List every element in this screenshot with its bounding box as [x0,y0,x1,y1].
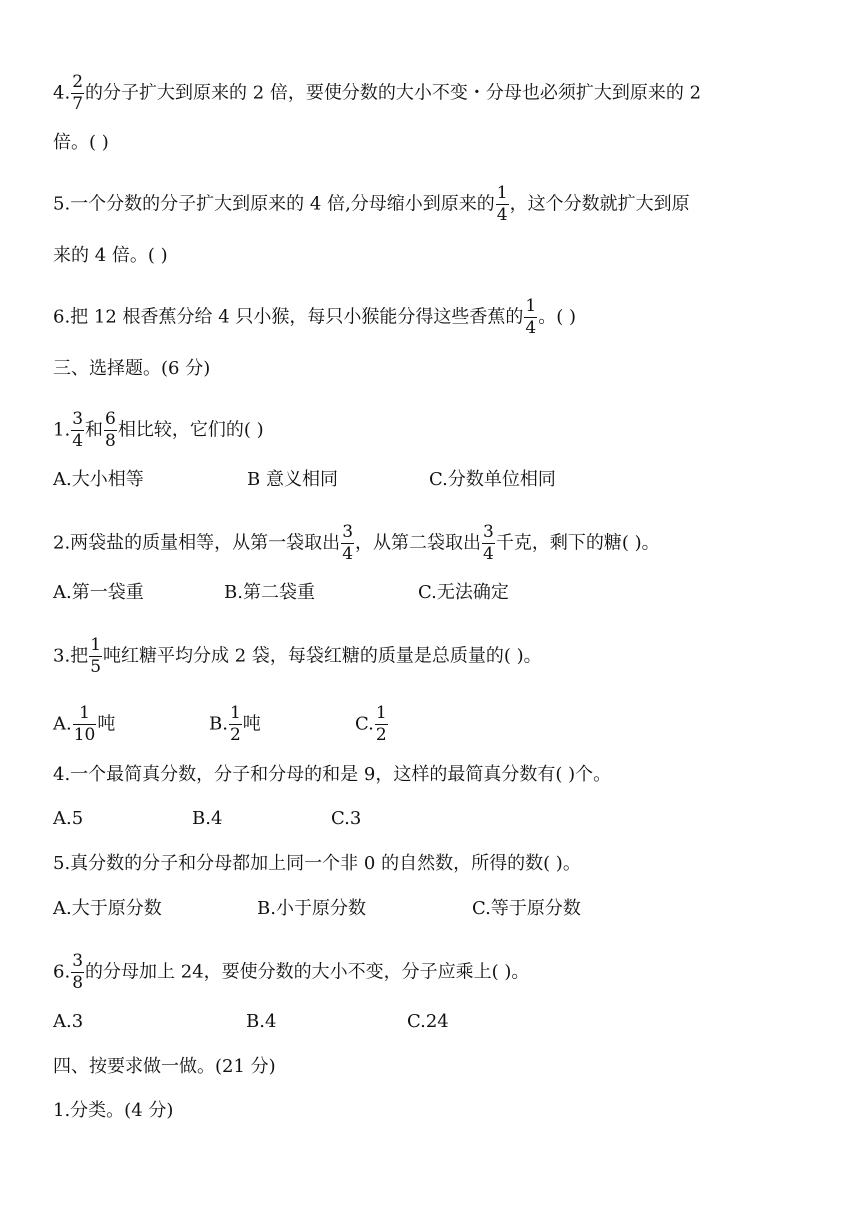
fraction: $\frac{1}{4}$ [496,183,508,225]
option-a[interactable]: A.3 [53,1011,84,1032]
judge-item-4: 4. $\frac{2}{7}$ 的分子扩大到原来的 2 倍，要使分数的大小不变・分母也必须扩大到原来的 2 [53,72,702,114]
judge-item-6: 6.把 12 根香蕉分给 4 只小猴，每只小猴能分得这些香蕉的 $\frac{1}{4}$ 。( ) [53,296,577,338]
choice-question-2: 2.两袋盐的质量相等，从第一袋取出 $\frac{3}{4}$ ，从第二袋取出 $\frac{3}{4}$ 千克，剩下的糖( )。 [53,522,660,564]
fraction: $\frac{1}{10}$ [73,703,96,745]
option-a[interactable]: A. $\frac{1}{10}$ 吨 [53,703,116,745]
section-3-heading: 三、选择题。(6 分) [53,358,211,379]
section-4-question-1: 1.分类。(4 分) [53,1100,174,1121]
choice-question-3: 3.把 $\frac{1}{5}$ 吨红糖平均分成 2 袋，每袋红糖的质量是总质量的( )。 [53,635,542,677]
option-b[interactable]: B. $\frac{1}{2}$ 吨 [209,703,261,745]
judge-item-5: 5.一个分数的分子扩大到原来的 4 倍,分母缩小到原来的 $\frac{1}{4}$ ，这个分数就扩大到原 [53,183,690,225]
section-4-heading: 四、按要求做一做。(21 分) [53,1056,276,1077]
option-c[interactable]: C. $\frac{1}{2}$ [355,703,387,745]
option-c[interactable]: C.分数单位相同 [429,469,556,490]
fraction: $\frac{2}{7}$ [72,72,84,114]
judge-item-5-cont: 来的 4 倍。( ) [53,245,168,266]
option-b[interactable]: B 意义相同 [247,469,338,490]
fraction: $\frac{1}{2}$ [229,703,241,745]
option-a[interactable]: A.大小相等 [53,469,144,490]
option-a[interactable]: A.第一袋重 [53,582,144,603]
fraction: $\frac{3}{4}$ [483,522,494,564]
option-a[interactable]: A.5 [53,808,84,829]
option-c[interactable]: C.等于原分数 [472,898,581,919]
choice-question-4: 4.一个最简真分数，分子和分母的和是 9，这样的最简真分数有( )个。 [53,764,612,785]
option-b[interactable]: B.4 [246,1011,277,1032]
fraction: $\frac{3}{8}$ [72,951,84,993]
option-c[interactable]: C.24 [407,1011,449,1032]
fraction: $\frac{6}{8}$ [105,409,116,451]
option-b[interactable]: B.4 [192,808,223,829]
option-c[interactable]: C.无法确定 [418,582,509,603]
fraction: $\frac{3}{4}$ [342,522,354,564]
option-b[interactable]: B.小于原分数 [257,898,366,919]
choice-question-6: 6. $\frac{3}{8}$ 的分母加上 24，要使分数的大小不变，分子应乘上( )。 [53,951,530,993]
fraction: $\frac{3}{4}$ [72,409,84,451]
fraction: $\frac{1}{2}$ [375,703,387,745]
judge-item-4-cont: 倍。( ) [53,132,109,153]
choice-question-1: 1. $\frac{3}{4}$ 和 $\frac{6}{8}$ 相比较，它们的( ) [53,409,264,451]
option-b[interactable]: B.第二袋重 [224,582,315,603]
fraction: $\frac{1}{5}$ [90,635,102,677]
option-c[interactable]: C.3 [331,808,362,829]
choice-question-5: 5.真分数的分子和分母都加上同一个非 0 的自然数，所得的数( )。 [53,853,581,874]
fraction: $\frac{1}{4}$ [525,296,537,338]
option-a[interactable]: A.大于原分数 [53,898,162,919]
